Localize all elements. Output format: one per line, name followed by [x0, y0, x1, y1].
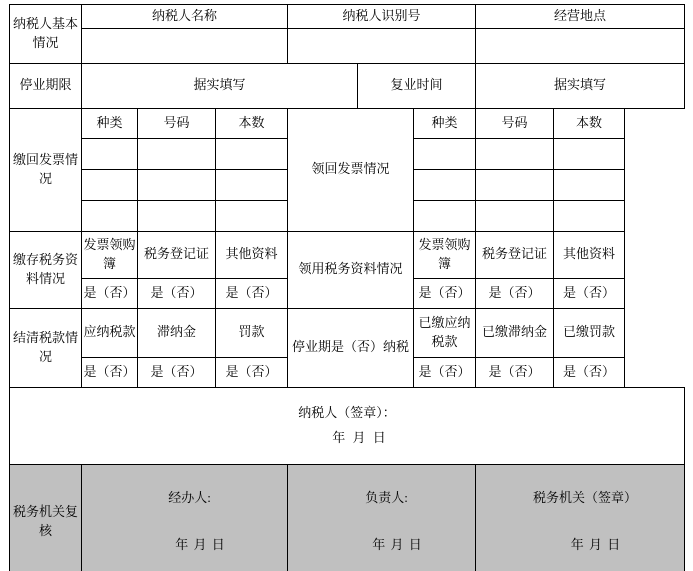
receive-invoice-count-cell[interactable]	[554, 169, 625, 200]
table-row	[10, 387, 685, 464]
receive-tax-registration-yesno[interactable]: 是（否）	[476, 278, 554, 308]
return-other-docs-yesno[interactable]: 是（否）	[216, 278, 288, 308]
taxpayer-signature-label: 纳税人（签章）：	[298, 405, 396, 421]
return-invoice-count-cell[interactable]	[216, 200, 288, 231]
receive-invoice-count-cell[interactable]	[554, 200, 625, 231]
return-invoice-count-cell[interactable]	[216, 138, 288, 169]
receive-invoice-type-cell[interactable]	[414, 169, 476, 200]
receive-invoice-book-yesno[interactable]: 是（否）	[414, 278, 476, 308]
return-tax-docs-label: 缴存税务资料情况	[10, 231, 82, 308]
receive-invoice-book-header: 发票领购簿	[414, 231, 476, 278]
receive-other-docs-header: 其他资料	[554, 231, 625, 278]
table-row	[10, 108, 685, 138]
return-invoice-number-cell[interactable]	[138, 169, 216, 200]
taxpayer-id-header: 纳税人识别号	[288, 5, 476, 29]
basic-info-label: 纳税人基本情况	[10, 5, 82, 64]
return-invoice-type-cell[interactable]	[82, 200, 138, 231]
business-place-input[interactable]	[476, 28, 685, 63]
manager-area[interactable]	[288, 464, 476, 571]
return-invoice-count-cell[interactable]	[216, 169, 288, 200]
settle-tax-label: 结清税款情况	[10, 308, 82, 387]
table-row	[10, 231, 685, 278]
table-row	[10, 28, 685, 63]
payable-tax-yesno[interactable]: 是（否）	[82, 357, 138, 387]
return-invoice-number-cell[interactable]	[138, 200, 216, 231]
return-invoice-count-header: 本数	[216, 108, 288, 138]
suspend-period-label: 停业期限	[10, 63, 82, 108]
return-invoice-book-header: 发票领购簿	[82, 231, 138, 278]
handler-label: 经办人:	[168, 490, 211, 506]
return-tax-registration-header: 税务登记证	[138, 231, 216, 278]
manager-label: 负责人:	[365, 490, 408, 506]
table-row	[10, 464, 685, 571]
return-invoice-book-yesno[interactable]: 是（否）	[82, 278, 138, 308]
taxpayer-name-input[interactable]	[82, 28, 288, 63]
paid-payable-tax-yesno[interactable]: 是（否）	[414, 357, 476, 387]
receive-invoice-label: 领回发票情况	[288, 108, 414, 231]
return-tax-registration-yesno[interactable]: 是（否）	[138, 278, 216, 308]
table-row	[10, 5, 685, 29]
receive-invoice-type-cell[interactable]	[414, 138, 476, 169]
taxpayer-signature-date: 年 月 日	[332, 429, 388, 445]
penalty-yesno[interactable]: 是（否）	[216, 357, 288, 387]
handler-area[interactable]	[82, 464, 288, 571]
suspend-tax-label: 停业期是（否）纳税	[288, 308, 414, 387]
table-row	[10, 308, 685, 357]
return-other-docs-header: 其他资料	[216, 231, 288, 278]
suspend-period-value[interactable]: 据实填写	[82, 63, 358, 108]
taxpayer-name-header: 纳税人名称	[82, 5, 288, 29]
paid-late-fee-yesno[interactable]: 是（否）	[476, 357, 554, 387]
late-fee-yesno[interactable]: 是（否）	[138, 357, 216, 387]
receive-invoice-number-cell[interactable]	[476, 200, 554, 231]
return-invoice-number-cell[interactable]	[138, 138, 216, 169]
receive-invoice-type-cell[interactable]	[414, 200, 476, 231]
suspension-resumption-form	[9, 4, 685, 571]
resume-time-label: 复业时间	[358, 63, 476, 108]
paid-late-fee-header: 已缴滞纳金	[476, 308, 554, 357]
business-place-header: 经营地点	[476, 5, 685, 29]
return-invoice-label: 缴回发票情况	[10, 108, 82, 231]
return-invoice-type-header: 种类	[82, 108, 138, 138]
paid-payable-tax-header: 已缴应纳税款	[414, 308, 476, 357]
return-invoice-type-cell[interactable]	[82, 138, 138, 169]
payable-tax-header: 应纳税款	[82, 308, 138, 357]
receive-other-docs-yesno[interactable]: 是（否）	[554, 278, 625, 308]
paid-penalty-yesno[interactable]: 是（否）	[554, 357, 625, 387]
return-invoice-number-header: 号码	[138, 108, 216, 138]
receive-invoice-type-header: 种类	[414, 108, 476, 138]
authority-label: 税务机关（签章）	[533, 490, 638, 506]
receive-invoice-number-cell[interactable]	[476, 169, 554, 200]
return-invoice-type-cell[interactable]	[82, 169, 138, 200]
table-row	[10, 63, 685, 108]
taxpayer-id-input[interactable]	[288, 28, 476, 63]
manager-date: 年 月 日	[372, 536, 423, 552]
penalty-header: 罚款	[216, 308, 288, 357]
receive-tax-docs-label: 领用税务资料情况	[288, 231, 414, 308]
handler-date: 年 月 日	[175, 536, 226, 552]
authority-area[interactable]	[476, 464, 685, 571]
receive-tax-registration-header: 税务登记证	[476, 231, 554, 278]
paid-penalty-header: 已缴罚款	[554, 308, 625, 357]
receive-invoice-count-header: 本数	[554, 108, 625, 138]
review-label: 税务机关复核	[10, 464, 82, 571]
resume-time-value[interactable]: 据实填写	[476, 63, 685, 108]
late-fee-header: 滞纳金	[138, 308, 216, 357]
taxpayer-signature-area[interactable]	[10, 387, 685, 464]
receive-invoice-number-header: 号码	[476, 108, 554, 138]
authority-date: 年 月 日	[570, 536, 622, 552]
receive-invoice-number-cell[interactable]	[476, 138, 554, 169]
receive-invoice-count-cell[interactable]	[554, 138, 625, 169]
